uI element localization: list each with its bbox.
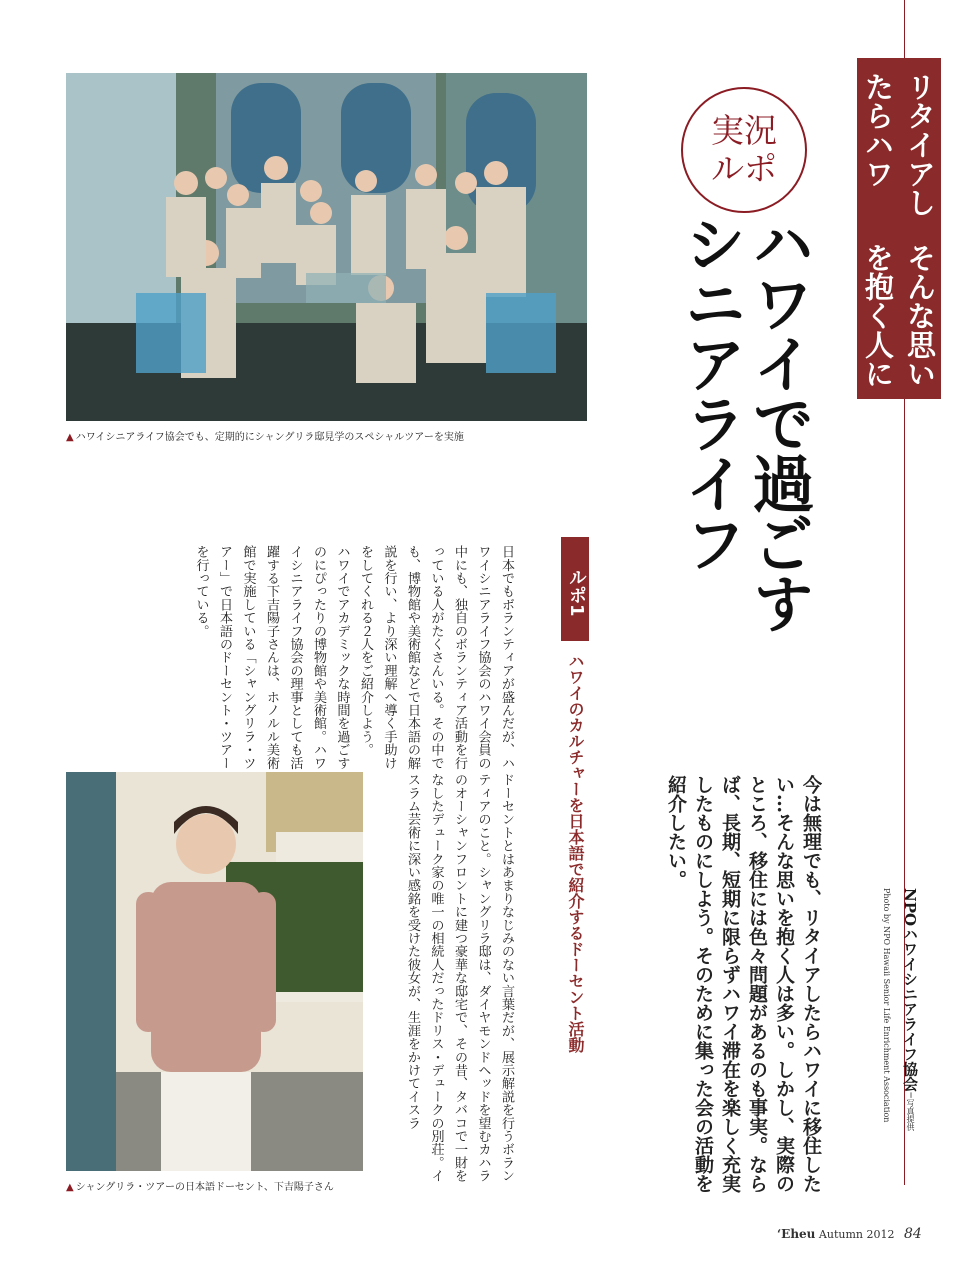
caption-triangle-icon: ▲	[66, 432, 74, 443]
header-banner: リタイアしたらハワイ… そんな思いを抱く人に	[857, 58, 941, 399]
portrait-photo-caption: ▲ シャングリラ・ツアーの日本語ドーセント、下吉陽子さん	[66, 1182, 334, 1193]
lead-paragraph: 今は無理でも、リタイアしたらハワイに移住したい…そんな思いを抱く人は多い。しかし、実際のところ、移住には色々問題があるのも事実。ならば、長期、短期に限らずハワイ滞在を楽しく充実したものにしよう。そのために集った会の活動を紹介したい。	[665, 775, 822, 1193]
section-label: ルポ1	[561, 537, 589, 641]
group-photo-caption: ▲ ハワイシニアライフ協会でも、定期的にシャングリラ邸見学のスペシャルツアーを実施	[66, 432, 464, 443]
photo-credit: Photo by NPO Hawaii Senior Life Enrichment Association	[882, 888, 891, 1123]
group-photo	[66, 73, 587, 421]
organization-name: NPOハワイシニアライフ協会＝写真提供	[901, 888, 919, 1132]
page-footer: ‘Eheu Autumn 2012 84	[777, 1226, 922, 1242]
portrait-photo	[66, 772, 363, 1171]
section-title: ハワイのカルチャーを日本語で紹介するドーセント活動	[566, 653, 585, 1053]
body-text-lower: ドーセントとはあまりなじみのない言葉だが、展示解説を行うボランティアのこと。シャングリラ邸は、ダイヤモンドヘッドを望むカハラのオーシャンフロントに建つ豪華な邸宅で、その昔、タバコで一財をなしたデューク家の唯一の相続人だったドリス・デュークの別荘。イスラム芸術に深い感銘を受けた彼女が、生涯をかけてイスラ	[405, 773, 514, 1183]
caption-triangle-icon: ▲	[66, 1182, 74, 1193]
page-number: 84	[903, 1226, 922, 1242]
body-text-upper: 日本でもボランティアが盛んだが、ハワイシニアライフ協会のハワイ会員の中にも、独自のボランティア活動を行っている人がたくさんいる。その中でも、博物館や美術館などで日本語の解説を行い、より深い理解へ導く手助けをしてくれる２人をご紹介しよう。 ハワイでアカデミックな時間を過ごすのにぴったりの博物館や美術館。ハワイシニアライフ協会の理事としても活躍する下吉陽子さんは、ホノルル美術館で実施している「シャングリラ・ツアー」で日本語のドーセント・ツアーを行っている。	[193, 545, 514, 770]
report-badge: 実況 ルポ	[681, 87, 807, 213]
article-title: ハワイで過ごす シニアライフ	[674, 212, 815, 632]
